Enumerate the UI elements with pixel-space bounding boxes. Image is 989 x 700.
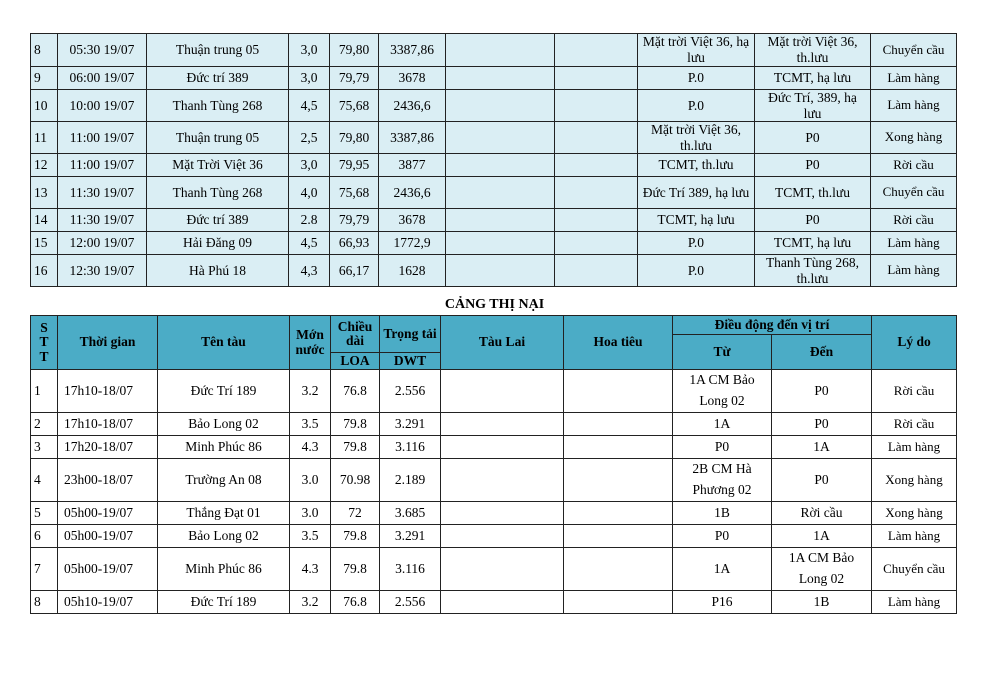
cell-loa: 76.8 [331, 591, 380, 614]
cell-tug [446, 34, 555, 67]
cell-pilot [564, 370, 673, 413]
cell-time: 05h10-19/07 [58, 591, 158, 614]
cell-stt: 9 [31, 67, 58, 90]
table-row [31, 525, 957, 548]
header-tug: Tàu Lai [441, 316, 564, 370]
cell-tug [446, 255, 555, 287]
cell-to: 1A [772, 436, 872, 459]
table-row [31, 154, 957, 177]
cell-draft: 2,5 [289, 122, 330, 154]
cell-pilot [564, 502, 673, 525]
cell-draft: 3.5 [290, 413, 331, 436]
cell-to: P0 [772, 459, 872, 502]
cell-from: Đức Trí 389, hạ lưu [638, 177, 755, 209]
cell-time: 17h10-18/07 [58, 413, 158, 436]
cell-loa: 76.8 [331, 370, 380, 413]
cell-loa: 79.8 [331, 413, 380, 436]
cell-loa: 79,80 [330, 122, 379, 154]
cell-ship-name: Minh Phúc 86 [158, 548, 290, 591]
cell-draft: 4.3 [290, 436, 331, 459]
cell-ship-name: Thanh Tùng 268 [147, 177, 289, 209]
table-row [31, 370, 957, 413]
cell-dwt: 2436,6 [379, 177, 446, 209]
table-row [31, 232, 957, 255]
cell-draft: 3,0 [289, 67, 330, 90]
table-row [31, 209, 957, 232]
header-tonnage: Trọng tải [380, 316, 441, 353]
cell-draft: 4,5 [289, 232, 330, 255]
cell-reason: Rời cầu [871, 154, 957, 177]
table-row [31, 122, 957, 154]
cell-pilot [564, 525, 673, 548]
cell-ship-name: Thanh Tùng 268 [147, 90, 289, 122]
cell-reason: Chuyển cầu [871, 34, 957, 67]
cell-from: P.0 [638, 67, 755, 90]
cell-stt: 13 [31, 177, 58, 209]
cell-dwt: 1772,9 [379, 232, 446, 255]
cell-to: TCMT, th.lưu [755, 177, 871, 209]
cell-stt: 11 [31, 122, 58, 154]
cell-loa: 79,79 [330, 67, 379, 90]
cell-reason: Rời cầu [872, 413, 957, 436]
cell-dwt: 3.291 [380, 413, 441, 436]
header-ship-name: Tên tàu [158, 316, 290, 370]
cell-stt: 8 [31, 34, 58, 67]
cell-pilot [555, 232, 638, 255]
header-to: Đến [772, 335, 872, 370]
cell-dwt: 3.291 [380, 525, 441, 548]
cell-loa: 70.98 [331, 459, 380, 502]
header-time: Thời gian [58, 316, 158, 370]
cell-tug [441, 370, 564, 413]
cell-dwt: 3387,86 [379, 122, 446, 154]
cell-tug [441, 436, 564, 459]
cell-pilot [564, 436, 673, 459]
cell-tug [441, 459, 564, 502]
cell-tug [446, 177, 555, 209]
header-length: Chiều dài [331, 316, 380, 353]
table-row [31, 591, 957, 614]
cell-ship-name: Thuận trung 05 [147, 34, 289, 67]
cell-ship-name: Bảo Long 02 [158, 413, 290, 436]
cell-pilot [564, 413, 673, 436]
cell-time: 05h00-19/07 [58, 548, 158, 591]
cell-to: Đức Trí, 389, hạ lưu [755, 90, 871, 122]
cell-reason: Rời cầu [871, 209, 957, 232]
cell-from: 1A [673, 548, 772, 591]
table-row [31, 90, 957, 122]
cell-from: P.0 [638, 255, 755, 287]
cell-tug [441, 525, 564, 548]
cell-draft: 3,0 [289, 154, 330, 177]
cell-tug [446, 67, 555, 90]
cell-loa: 79.8 [331, 436, 380, 459]
cell-draft: 4,0 [289, 177, 330, 209]
cell-to: 1A [772, 525, 872, 548]
cell-from: P0 [673, 525, 772, 548]
cell-stt: 8 [31, 591, 58, 614]
cell-dwt: 3.116 [380, 436, 441, 459]
cell-to: P0 [772, 413, 872, 436]
table-row [31, 436, 957, 459]
cell-dwt: 2.556 [380, 370, 441, 413]
thi-nai-port-table [30, 315, 957, 614]
cell-from: P.0 [638, 232, 755, 255]
cell-to: 1A CM Bảo Long 02 [772, 548, 872, 591]
cell-time: 10:00 19/07 [58, 90, 147, 122]
cell-stt: 12 [31, 154, 58, 177]
cell-pilot [555, 177, 638, 209]
cell-stt: 5 [31, 502, 58, 525]
cell-to: Mặt trời Việt 36, th.lưu [755, 34, 871, 67]
cell-from: 2B CM Hà Phương 02 [673, 459, 772, 502]
cell-time: 06:00 19/07 [58, 67, 147, 90]
header-dwt: DWT [380, 353, 441, 370]
cell-ship-name: Đức trí 389 [147, 209, 289, 232]
cell-time: 11:00 19/07 [58, 122, 147, 154]
cell-loa: 79,80 [330, 34, 379, 67]
cell-stt: 3 [31, 436, 58, 459]
cell-pilot [564, 459, 673, 502]
cell-draft: 3.0 [290, 459, 331, 502]
cell-tug [446, 122, 555, 154]
cell-stt: 4 [31, 459, 58, 502]
cell-time: 11:30 19/07 [58, 177, 147, 209]
cell-from: TCMT, hạ lưu [638, 209, 755, 232]
cell-stt: 14 [31, 209, 58, 232]
cell-from: 1A [673, 413, 772, 436]
cell-pilot [555, 154, 638, 177]
cell-reason: Làm hàng [871, 232, 957, 255]
cell-from: Mặt trời Việt 36, th.lưu [638, 122, 755, 154]
cell-to: Thanh Tùng 268, th.lưu [755, 255, 871, 287]
cell-reason: Xong hàng [871, 122, 957, 154]
cell-reason: Xong hàng [872, 502, 957, 525]
cell-time: 23h00-18/07 [58, 459, 158, 502]
table-row [31, 67, 957, 90]
table-row [31, 255, 957, 287]
cell-time: 11:30 19/07 [58, 209, 147, 232]
cell-pilot [555, 67, 638, 90]
cell-ship-name: Đức Trí 189 [158, 591, 290, 614]
cell-from: 1B [673, 502, 772, 525]
cell-to: TCMT, hạ lưu [755, 232, 871, 255]
cell-time: 05:30 19/07 [58, 34, 147, 67]
cell-draft: 3.0 [290, 502, 331, 525]
cell-tug [441, 548, 564, 591]
cell-pilot [555, 90, 638, 122]
cell-draft: 3.2 [290, 370, 331, 413]
table-row [31, 177, 957, 209]
header-from: Từ [673, 335, 772, 370]
cell-ship-name: Minh Phúc 86 [158, 436, 290, 459]
cell-tug [441, 413, 564, 436]
cell-to: P0 [755, 209, 871, 232]
cell-reason: Làm hàng [871, 90, 957, 122]
ship-movement-table-continued [30, 33, 957, 287]
cell-to: P0 [755, 154, 871, 177]
cell-dwt: 1628 [379, 255, 446, 287]
cell-pilot [555, 255, 638, 287]
section-title-thi-nai-port: CẢNG THỊ NẠI [444, 297, 545, 312]
cell-draft: 2.8 [289, 209, 330, 232]
cell-loa: 66,93 [330, 232, 379, 255]
cell-reason: Làm hàng [871, 67, 957, 90]
cell-ship-name: Bảo Long 02 [158, 525, 290, 548]
cell-stt: 15 [31, 232, 58, 255]
table-row [31, 34, 957, 67]
header-pilot: Hoa tiêu [564, 316, 673, 370]
cell-loa: 79,79 [330, 209, 379, 232]
cell-draft: 4,3 [289, 255, 330, 287]
cell-tug [446, 232, 555, 255]
cell-from: 1A CM Bảo Long 02 [673, 370, 772, 413]
cell-ship-name: Trường An 08 [158, 459, 290, 502]
cell-dwt: 3678 [379, 209, 446, 232]
cell-tug [441, 591, 564, 614]
cell-reason: Chuyển cầu [871, 177, 957, 209]
cell-reason: Rời cầu [872, 370, 957, 413]
cell-ship-name: Đức Trí 189 [158, 370, 290, 413]
cell-to: P0 [772, 370, 872, 413]
cell-stt: 16 [31, 255, 58, 287]
cell-dwt: 3.116 [380, 548, 441, 591]
cell-stt: 1 [31, 370, 58, 413]
cell-loa: 79.8 [331, 525, 380, 548]
cell-ship-name: Thắng Đạt 01 [158, 502, 290, 525]
cell-reason: Làm hàng [871, 255, 957, 287]
cell-ship-name: Hà Phú 18 [147, 255, 289, 287]
cell-loa: 75,68 [330, 90, 379, 122]
table-row [31, 413, 957, 436]
cell-tug [441, 502, 564, 525]
cell-reason: Làm hàng [872, 436, 957, 459]
cell-time: 05h00-19/07 [58, 525, 158, 548]
cell-pilot [555, 122, 638, 154]
cell-to: P0 [755, 122, 871, 154]
cell-dwt: 3.685 [380, 502, 441, 525]
cell-from: TCMT, th.lưu [638, 154, 755, 177]
cell-time: 11:00 19/07 [58, 154, 147, 177]
cell-dwt: 2.556 [380, 591, 441, 614]
cell-stt: 10 [31, 90, 58, 122]
cell-ship-name: Đức trí 389 [147, 67, 289, 90]
cell-reason: Làm hàng [872, 525, 957, 548]
cell-dwt: 3877 [379, 154, 446, 177]
cell-time: 12:30 19/07 [58, 255, 147, 287]
cell-pilot [555, 34, 638, 67]
cell-ship-name: Mặt Trời Việt 36 [147, 154, 289, 177]
header-loa: LOA [331, 353, 380, 370]
header-reason: Lý do [872, 316, 957, 370]
cell-reason: Làm hàng [872, 591, 957, 614]
cell-stt: 6 [31, 525, 58, 548]
cell-ship-name: Thuận trung 05 [147, 122, 289, 154]
cell-ship-name: Hải Đăng 09 [147, 232, 289, 255]
cell-from: P0 [673, 436, 772, 459]
cell-loa: 66,17 [330, 255, 379, 287]
cell-from: P16 [673, 591, 772, 614]
cell-stt: 2 [31, 413, 58, 436]
cell-dwt: 2.189 [380, 459, 441, 502]
cell-draft: 3,0 [289, 34, 330, 67]
cell-dwt: 2436,6 [379, 90, 446, 122]
cell-pilot [564, 591, 673, 614]
cell-draft: 4,5 [289, 90, 330, 122]
cell-tug [446, 209, 555, 232]
cell-time: 17h10-18/07 [58, 370, 158, 413]
cell-time: 12:00 19/07 [58, 232, 147, 255]
header-draft: Mớn nước [290, 316, 331, 370]
cell-dwt: 3678 [379, 67, 446, 90]
cell-dwt: 3387,86 [379, 34, 446, 67]
cell-reason: Xong hàng [872, 459, 957, 502]
cell-time: 05h00-19/07 [58, 502, 158, 525]
cell-draft: 3.5 [290, 525, 331, 548]
cell-tug [446, 90, 555, 122]
cell-loa: 72 [331, 502, 380, 525]
header-movement: Điều động đến vị trí [673, 316, 872, 335]
cell-draft: 3.2 [290, 591, 331, 614]
header-stt: S T T [31, 316, 58, 370]
cell-to: TCMT, hạ lưu [755, 67, 871, 90]
table-row [31, 502, 957, 525]
cell-loa: 79,95 [330, 154, 379, 177]
cell-to: 1B [772, 591, 872, 614]
cell-pilot [564, 548, 673, 591]
cell-loa: 75,68 [330, 177, 379, 209]
cell-reason: Chuyển cầu [872, 548, 957, 591]
cell-tug [446, 154, 555, 177]
cell-loa: 79.8 [331, 548, 380, 591]
cell-pilot [555, 209, 638, 232]
cell-draft: 4.3 [290, 548, 331, 591]
table-row [31, 548, 957, 591]
cell-stt: 7 [31, 548, 58, 591]
cell-from: Mặt trời Việt 36, hạ lưu [638, 34, 755, 67]
cell-to: Rời cầu [772, 502, 872, 525]
table-row [31, 459, 957, 502]
cell-from: P.0 [638, 90, 755, 122]
cell-time: 17h20-18/07 [58, 436, 158, 459]
